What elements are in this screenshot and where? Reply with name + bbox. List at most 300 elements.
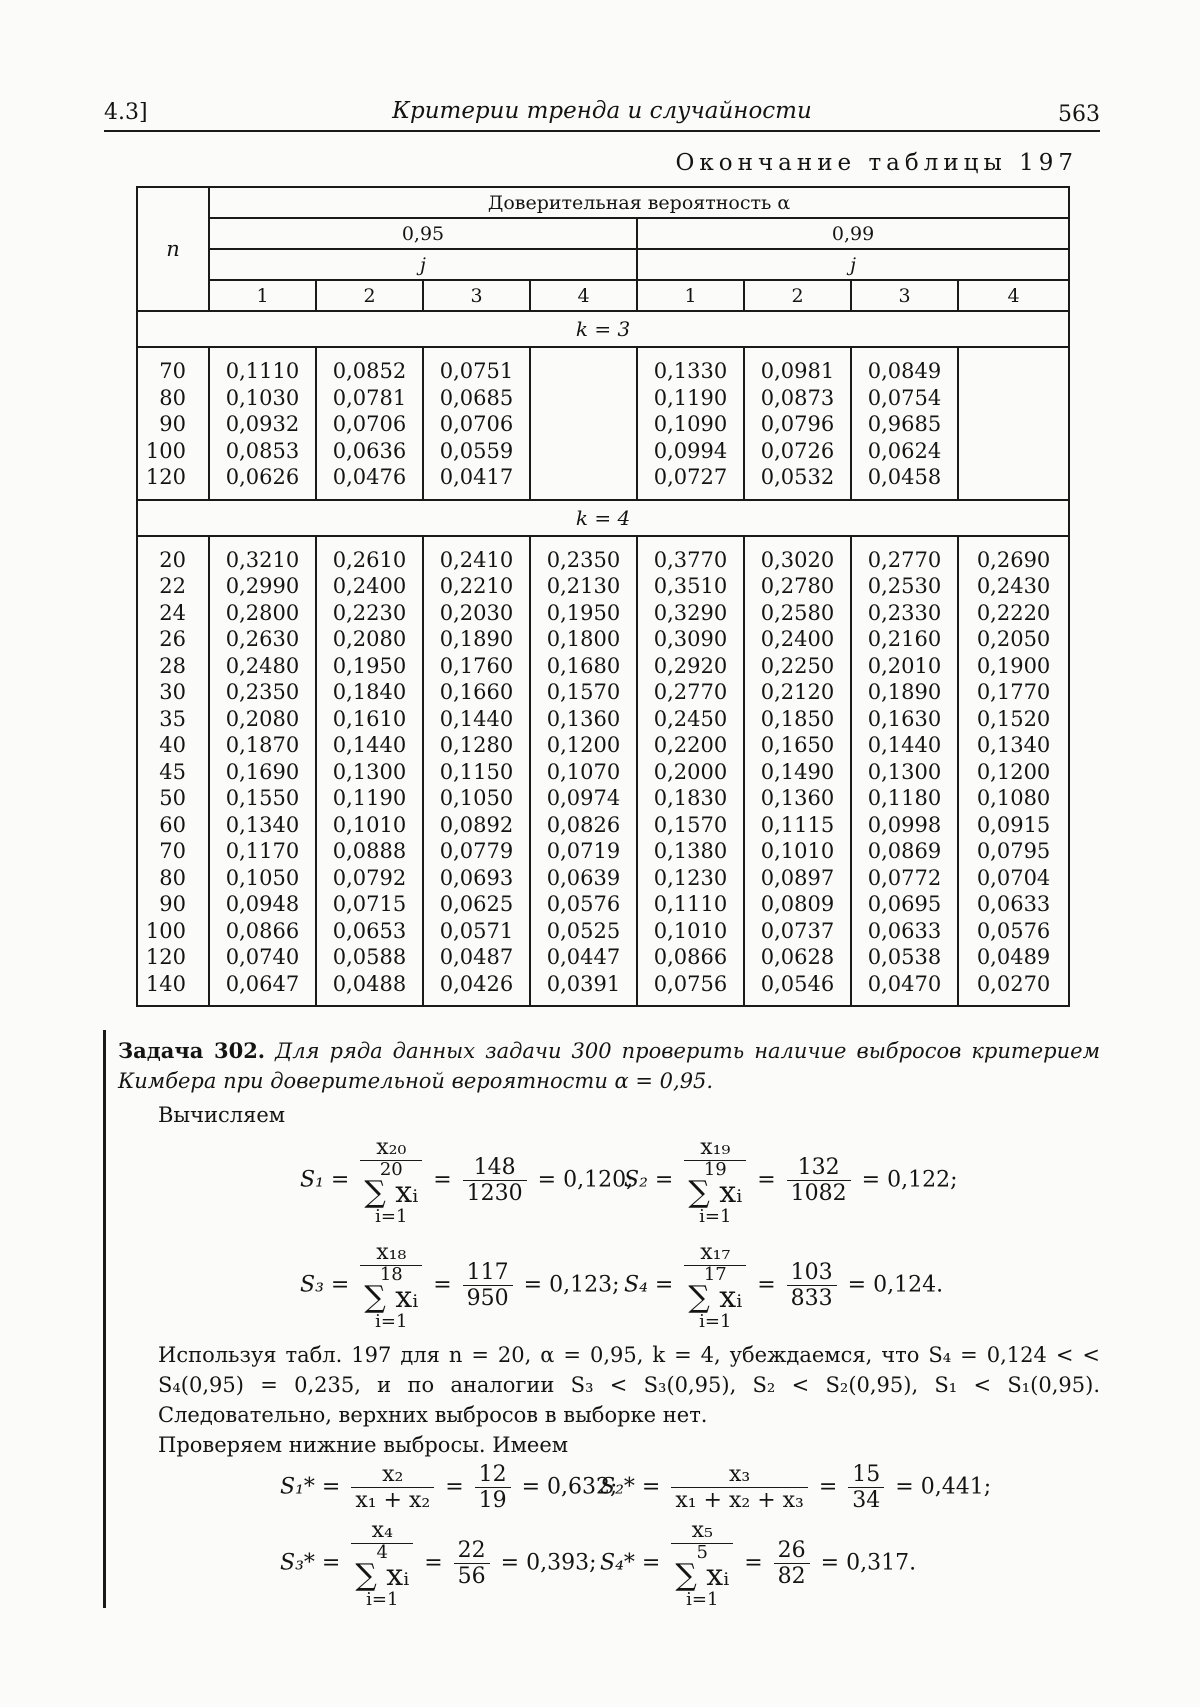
table-cell: 0,0756 <box>653 971 728 996</box>
table-cell: 0,1200 <box>976 759 1051 784</box>
formula-num: 103 <box>787 1260 837 1286</box>
table-cell: 0,2920 <box>653 653 728 678</box>
table-cell: 0,0626 <box>225 465 300 489</box>
table-cell: 0,0633 <box>976 892 1051 916</box>
sum-top: 4 <box>376 1542 388 1563</box>
formula-num: x₁₉ <box>684 1135 746 1161</box>
table-cell: 0,2130 <box>546 574 621 598</box>
table-cell: 0,1050 <box>439 786 514 810</box>
sum-symbol: ∑ xᵢ <box>688 1280 743 1315</box>
table-cell: 0,1380 <box>653 839 728 863</box>
n-value: 70 <box>159 359 186 383</box>
n-value: 80 <box>159 385 186 410</box>
n-header: n <box>137 187 209 311</box>
table-cell: 0,1080 <box>976 786 1051 810</box>
n-value: 120 <box>145 945 186 969</box>
j-value: 1 <box>637 280 744 311</box>
table-cell: 0,1070 <box>546 759 621 784</box>
formula-num: 148 <box>463 1155 527 1181</box>
table-cell: 0,1280 <box>439 733 514 757</box>
kimber-table <box>136 186 1068 996</box>
table-cell: 0,1050 <box>225 865 300 890</box>
n-value: 28 <box>159 653 186 678</box>
table-cell: 0,0715 <box>332 892 407 916</box>
table-cell: 0,0849 <box>867 359 942 383</box>
table-cell: 0,0792 <box>332 865 407 890</box>
formula-den: 950 <box>466 1286 509 1311</box>
n-value: 50 <box>159 786 186 810</box>
formula-num: x₅ <box>671 1518 733 1544</box>
formula-result: = 0,120; <box>537 1167 634 1193</box>
table-cell: 0,0866 <box>653 945 728 969</box>
formula-den: 82 <box>777 1564 806 1589</box>
table-cell: 0,0417 <box>439 465 514 489</box>
table-cell: 0,1010 <box>653 918 728 943</box>
table-cell: 0,0625 <box>439 892 514 916</box>
j-header: j <box>209 249 637 280</box>
table-cell: 0,1440 <box>439 706 514 731</box>
table-cell: 0,2080 <box>225 706 300 731</box>
table-cell: 0,0685 <box>439 385 514 410</box>
n-value: 45 <box>159 759 186 784</box>
table-cell: 0,1090 <box>653 412 728 436</box>
table-cell: 0,2210 <box>439 574 514 598</box>
table-cell: 0,2530 <box>867 574 942 598</box>
table-cell: 0,0706 <box>332 412 407 436</box>
formula-num: 22 <box>454 1538 490 1564</box>
sum-top: 19 <box>703 1159 727 1180</box>
table-cell: 0,1110 <box>225 359 300 383</box>
table-cell: 0,0888 <box>332 839 407 863</box>
k4-column-4 <box>530 536 637 1007</box>
formula-result: = 0,123; <box>523 1272 620 1298</box>
table-cell: 0,1830 <box>653 786 728 810</box>
table-cell: 0,0740 <box>225 945 300 969</box>
k3-column-1 <box>209 347 316 500</box>
table-cell: 0,2480 <box>225 653 300 678</box>
table-cell: 0,0948 <box>225 892 300 916</box>
sum-top: 17 <box>703 1264 727 1285</box>
table-cell: 0,3770 <box>653 547 728 572</box>
n-value: 100 <box>145 918 186 943</box>
j-header: j <box>637 249 1069 280</box>
table-cell: 0,1200 <box>546 733 621 757</box>
table-cell: 0,0706 <box>439 412 514 436</box>
table-cell: 0,3290 <box>653 600 728 625</box>
table-cell: 0,0737 <box>760 918 835 943</box>
k3-column-8 <box>958 347 1069 500</box>
table-cell: 0,2580 <box>760 600 835 625</box>
formula-num: 26 <box>774 1538 810 1564</box>
k4-column-6 <box>744 536 851 1007</box>
table-cell: 0,0470 <box>867 971 942 996</box>
table-cell: 0,2010 <box>867 653 942 678</box>
sum-symbol: ∑ xᵢ <box>675 1558 730 1593</box>
formula-num: 12 <box>475 1462 511 1488</box>
n-value: 35 <box>159 706 186 731</box>
formula-lhs: S₁ = <box>300 1167 350 1193</box>
table-cell: 0,0391 <box>546 971 621 996</box>
formula-fraction <box>463 1155 527 1206</box>
formula-num: 117 <box>463 1260 513 1286</box>
table-cell: 0,0892 <box>439 812 514 837</box>
table-cell: 0,0781 <box>332 385 407 410</box>
n-value: 80 <box>159 865 186 890</box>
table-cell: 0,0458 <box>867 465 942 489</box>
table-cell: 0,1110 <box>653 892 728 916</box>
sum-top: 5 <box>696 1542 708 1563</box>
table-cell: 0,0751 <box>439 359 514 383</box>
table-cell: 0,0624 <box>867 438 942 463</box>
table-cell: 0,1550 <box>225 786 300 810</box>
table-cell: 0,1890 <box>439 627 514 651</box>
formula-s3: S₃ = x₁₈ 18 ∑ xᵢ i=1 = $\frac{117}{950}$ = 0,123; <box>300 1240 620 1332</box>
table-cell: 0,1190 <box>332 786 407 810</box>
table-cell: 0,2780 <box>760 574 835 598</box>
table-cell: 0,1650 <box>760 733 835 757</box>
n-value: 120 <box>145 465 186 489</box>
table-cell: 0,1800 <box>546 627 621 651</box>
formula-result: = 0,632; <box>521 1474 618 1500</box>
formula-num: 132 <box>787 1155 851 1181</box>
table-cell: 0,3020 <box>760 547 835 572</box>
sum-bottom: i=1 <box>686 1589 719 1610</box>
sum-symbol: ∑ xᵢ <box>364 1280 419 1315</box>
table-cell: 0,1950 <box>332 653 407 678</box>
table-cell: 0,1340 <box>225 812 300 837</box>
table-cell: 0,2330 <box>867 600 942 625</box>
table-cell: 0,2400 <box>332 574 407 598</box>
k3-column-5 <box>637 347 744 500</box>
formula-fraction <box>360 1240 422 1331</box>
table-cell: 0,0487 <box>439 945 514 969</box>
table-cell: 0,0488 <box>332 971 407 996</box>
formula-num: x₃ <box>671 1462 808 1488</box>
table-cell: 0,2770 <box>653 680 728 704</box>
k4-block <box>137 536 1069 1007</box>
table-cell: 0,0994 <box>653 438 728 463</box>
table-cell: 0,0576 <box>546 892 621 916</box>
formula-result: = 0,124. <box>847 1272 944 1298</box>
table-cell: 0,0869 <box>867 839 942 863</box>
table-cell: 0,2430 <box>976 574 1051 598</box>
alpha-095-header: 0,95 <box>209 218 637 249</box>
table-cell: 0,0852 <box>332 359 407 383</box>
table-cell: 0,1760 <box>439 653 514 678</box>
page-header <box>104 96 1100 132</box>
k3-column-7 <box>851 347 958 500</box>
table-cell: 0,2990 <box>225 574 300 598</box>
formula-fraction <box>475 1462 511 1513</box>
table-cell: 0,0974 <box>546 786 621 810</box>
table-cell: 0,0719 <box>546 839 621 863</box>
formula-lhs: S₁* = <box>280 1474 341 1500</box>
sum-denominator <box>684 1266 746 1331</box>
table-cell: 0,0628 <box>760 945 835 969</box>
formula-ls4: S₄* = x₅ 5 ∑ xᵢ i=1 = $\frac{26}{82}$ = 0,317. <box>600 1518 917 1610</box>
table-cell: 0,1440 <box>332 733 407 757</box>
formula-fraction <box>684 1135 746 1226</box>
table-cell: 0,0779 <box>439 839 514 863</box>
j-value: 4 <box>530 280 637 311</box>
table-cell: 0,1030 <box>225 385 300 410</box>
margin-bar <box>103 1030 106 1608</box>
table-cell: 0,1010 <box>332 812 407 837</box>
table-cell: 0,1840 <box>332 680 407 704</box>
table-cell: 0,2770 <box>867 547 942 572</box>
k4-column-3 <box>423 536 530 1007</box>
table-cell: 0,0270 <box>976 971 1051 996</box>
table-cell: 0,2800 <box>225 600 300 625</box>
formula-fraction <box>684 1240 746 1331</box>
table-cell: 0,0932 <box>225 412 300 436</box>
sum-denominator <box>351 1544 413 1609</box>
problem-title: Задача 302. <box>118 1038 266 1063</box>
table-cell: 0,1660 <box>439 680 514 704</box>
table-cell: 0,9685 <box>867 412 942 436</box>
table-cell: 0,1690 <box>225 759 300 784</box>
k4-column-2 <box>316 536 423 1007</box>
k4-column-8 <box>958 536 1069 1007</box>
formula-fraction <box>360 1135 422 1226</box>
sum-bottom: i=1 <box>375 1311 408 1332</box>
problem-text: Для ряда данных задачи 300 проверить наличие выбросов критерием Кимбера при доверительной вероятности α = 0,95. <box>118 1039 1100 1093</box>
table-cell: 0,1770 <box>976 680 1051 704</box>
n-value: 90 <box>159 412 186 436</box>
formula-lhs: S₄* = <box>600 1550 661 1576</box>
sum-denominator <box>360 1161 422 1226</box>
table-cell: 0,3510 <box>653 574 728 598</box>
table-cell: 0,2160 <box>867 627 942 651</box>
table-cell: 0,1890 <box>867 680 942 704</box>
formula-fraction <box>774 1538 810 1589</box>
formula-s4: S₄ = x₁₇ 17 ∑ xᵢ i=1 = $\frac{103}{833}$ = 0,124. <box>624 1240 944 1332</box>
table-cell: 0,0866 <box>225 918 300 943</box>
formula-lhs: S₄ = <box>624 1272 674 1298</box>
table-cell: 0,0726 <box>760 438 835 463</box>
table-cell: 0,0571 <box>439 918 514 943</box>
formula-s1: S₁ = x₂₀ 20 ∑ xᵢ i=1 = $\frac{148}{1230}$ = 0,120; <box>300 1135 634 1227</box>
sum-bottom: i=1 <box>699 1206 732 1227</box>
table-cell: 0,0704 <box>976 865 1051 890</box>
table-cell: 0,2220 <box>976 600 1051 625</box>
table-cell: 0,0653 <box>332 918 407 943</box>
k4-column-7 <box>851 536 958 1007</box>
sum-symbol: ∑ xᵢ <box>688 1175 743 1210</box>
table-cell: 0,0796 <box>760 412 835 436</box>
table-cell: 0,2450 <box>653 706 728 731</box>
table-cell: 0,0576 <box>976 918 1051 943</box>
formula-den: 19 <box>478 1488 507 1513</box>
table-cell: 0,0795 <box>976 839 1051 863</box>
compute-label: Вычисляем <box>158 1103 286 1127</box>
k3-column-4 <box>530 347 637 500</box>
formula-num: 15 <box>848 1462 884 1488</box>
table-cell: 0,2630 <box>225 627 300 651</box>
table-cell: 0,0559 <box>439 438 514 463</box>
table-cell: 0,1010 <box>760 839 835 863</box>
table-cell: 0,1340 <box>976 733 1051 757</box>
table-cell: 0,1520 <box>976 706 1051 731</box>
table-cell: 0,0588 <box>332 945 407 969</box>
table-cell: 0,1900 <box>976 653 1051 678</box>
formula-result: = 0,393; <box>500 1550 597 1576</box>
table-cell: 0,0538 <box>867 945 942 969</box>
lower-check-text: Проверяем нижние выбросы. Имеем <box>158 1433 569 1457</box>
table-cell: 0,0636 <box>332 438 407 463</box>
table-cell: 0,1870 <box>225 733 300 757</box>
sum-symbol: ∑ xᵢ <box>364 1175 419 1210</box>
sum-bottom: i=1 <box>366 1589 399 1610</box>
n-value: 40 <box>159 733 186 757</box>
table-cell: 0,0915 <box>976 812 1051 837</box>
table-cell: 0,0772 <box>867 865 942 890</box>
table-cell: 0,0727 <box>653 465 728 489</box>
formula-fraction <box>351 1518 413 1609</box>
table-cell: 0,0695 <box>867 892 942 916</box>
table-cell: 0,1680 <box>546 653 621 678</box>
alpha-099-header: 0,99 <box>637 218 1069 249</box>
formula-lhs: S₃ = <box>300 1272 350 1298</box>
table-cell: 0,0809 <box>760 892 835 916</box>
table-cell: 0,3090 <box>653 627 728 651</box>
table-cell: 0,1570 <box>653 812 728 837</box>
table-cell: 0,3210 <box>225 547 300 572</box>
n-value: 20 <box>159 547 186 572</box>
formula-fraction <box>848 1462 884 1513</box>
formula-result: = 0,317. <box>820 1550 917 1576</box>
table-cell: 0,1360 <box>546 706 621 731</box>
table-cell: 0,1360 <box>760 786 835 810</box>
formula-fraction <box>671 1518 733 1609</box>
table-cell: 0,1570 <box>546 680 621 704</box>
formula-num: x₁₇ <box>684 1240 746 1266</box>
table-cell: 0,1180 <box>867 786 942 810</box>
table-cell: 0,2410 <box>439 547 514 572</box>
table-cell: 0,1630 <box>867 706 942 731</box>
n-value: 140 <box>145 971 186 996</box>
table-cell: 0,1300 <box>867 759 942 784</box>
k4-section-label: k = 4 <box>137 500 1069 536</box>
table-cell: 0,2080 <box>332 627 407 651</box>
formula-num: x₂ <box>351 1462 434 1488</box>
n-value: 24 <box>159 600 186 625</box>
j-value: 2 <box>744 280 851 311</box>
formula-lhs: S₃* = <box>280 1550 341 1576</box>
section-number: 4.3] <box>104 100 148 125</box>
sum-symbol: ∑ xᵢ <box>355 1558 410 1593</box>
sum-bottom: i=1 <box>699 1311 732 1332</box>
table-cell: 0,2030 <box>439 600 514 625</box>
table-cell: 0,0693 <box>439 865 514 890</box>
table-cell: 0,1610 <box>332 706 407 731</box>
formula-den: x₁ + x₂ + x₃ <box>675 1488 804 1513</box>
sum-denominator <box>684 1161 746 1226</box>
table-cell: 0,1490 <box>760 759 835 784</box>
sum-bottom: i=1 <box>375 1206 408 1227</box>
table-cell: 0,0873 <box>760 385 835 410</box>
k4-column-1 <box>209 536 316 1007</box>
table-caption: Окончание таблицы 197 <box>675 150 1078 176</box>
n-value: 60 <box>159 812 186 837</box>
n-value: 90 <box>159 892 186 916</box>
table-cell: 0,0998 <box>867 812 942 837</box>
table-cell: 0,1330 <box>653 359 728 383</box>
table-cell: 0,2000 <box>653 759 728 784</box>
table-cell: 0,0525 <box>546 918 621 943</box>
table-cell: 0,1190 <box>653 385 728 410</box>
k3-column-2 <box>316 347 423 500</box>
formula-fraction <box>463 1260 513 1311</box>
table-cell: 0,2250 <box>760 653 835 678</box>
table-cell: 0,1850 <box>760 706 835 731</box>
k3-block <box>137 347 1069 500</box>
formula-result: = 0,122; <box>861 1167 958 1193</box>
table-cell: 0,2610 <box>332 547 407 572</box>
formula-result: = 0,441; <box>895 1474 992 1500</box>
sum-top: 20 <box>379 1159 403 1180</box>
table-cell: 0,0546 <box>760 971 835 996</box>
k3-column-6 <box>744 347 851 500</box>
n-value: 30 <box>159 680 186 704</box>
table-cell: 0,2120 <box>760 680 835 704</box>
formula-den: 1082 <box>790 1181 847 1206</box>
conclusion-text: Используя табл. 197 для n = 20, α = 0,95, k = 4, убеждаемся, что S₄ = 0,124 < < S₄(0,95) = 0,235, и по аналогии S₃ < S₃(0,95), S₂ < S₂(0,95), S₁ < S₁(0,95). Следовательно, верхних выбросов в выборке нет. <box>158 1343 1100 1427</box>
formula-den: 1230 <box>466 1181 523 1206</box>
k4-column-5 <box>637 536 744 1007</box>
table-cell: 0,1150 <box>439 759 514 784</box>
n-value: 70 <box>159 839 186 863</box>
table-cell: 0,2690 <box>976 547 1051 572</box>
n-value: 100 <box>145 438 186 463</box>
k3-section-label: k = 3 <box>137 311 1069 347</box>
page-number: 563 <box>1058 102 1100 127</box>
problem-statement <box>118 1036 1100 1096</box>
table-cell: 0,0639 <box>546 865 621 890</box>
j-value: 3 <box>423 280 530 311</box>
table-cell: 0,0981 <box>760 359 835 383</box>
table-cell: 0,2350 <box>546 547 621 572</box>
j-value: 2 <box>316 280 423 311</box>
sum-denominator <box>360 1266 422 1331</box>
k3-n-column <box>137 347 209 500</box>
n-value: 26 <box>159 627 186 651</box>
table-cell: 0,0853 <box>225 438 300 463</box>
formula-den: 56 <box>457 1564 486 1589</box>
formula-lhs: S₂* = <box>600 1474 661 1500</box>
table-cell: 0,1950 <box>546 600 621 625</box>
j-value: 1 <box>209 280 316 311</box>
table-cell: 0,0532 <box>760 465 835 489</box>
formula-ls3: S₃* = x₄ 4 ∑ xᵢ i=1 = $\frac{22}{56}$ = 0,393; <box>280 1518 597 1610</box>
table-cell: 0,0426 <box>439 971 514 996</box>
formula-fraction <box>787 1155 851 1206</box>
j-value: 3 <box>851 280 958 311</box>
formula-fraction <box>351 1462 434 1513</box>
formula-num: x₂₀ <box>360 1135 422 1161</box>
table-cell: 0,1115 <box>760 812 835 837</box>
formula-num: x₁₈ <box>360 1240 422 1266</box>
formula-fraction <box>787 1260 837 1311</box>
table-cell: 0,1300 <box>332 759 407 784</box>
formula-fraction <box>454 1538 490 1589</box>
probability-header: Доверительная вероятность α <box>209 187 1069 218</box>
table-cell: 0,2200 <box>653 733 728 757</box>
table-cell: 0,0476 <box>332 465 407 489</box>
formula-den: 34 <box>852 1488 881 1513</box>
k4-n-column <box>137 536 209 1007</box>
table-cell: 0,0647 <box>225 971 300 996</box>
